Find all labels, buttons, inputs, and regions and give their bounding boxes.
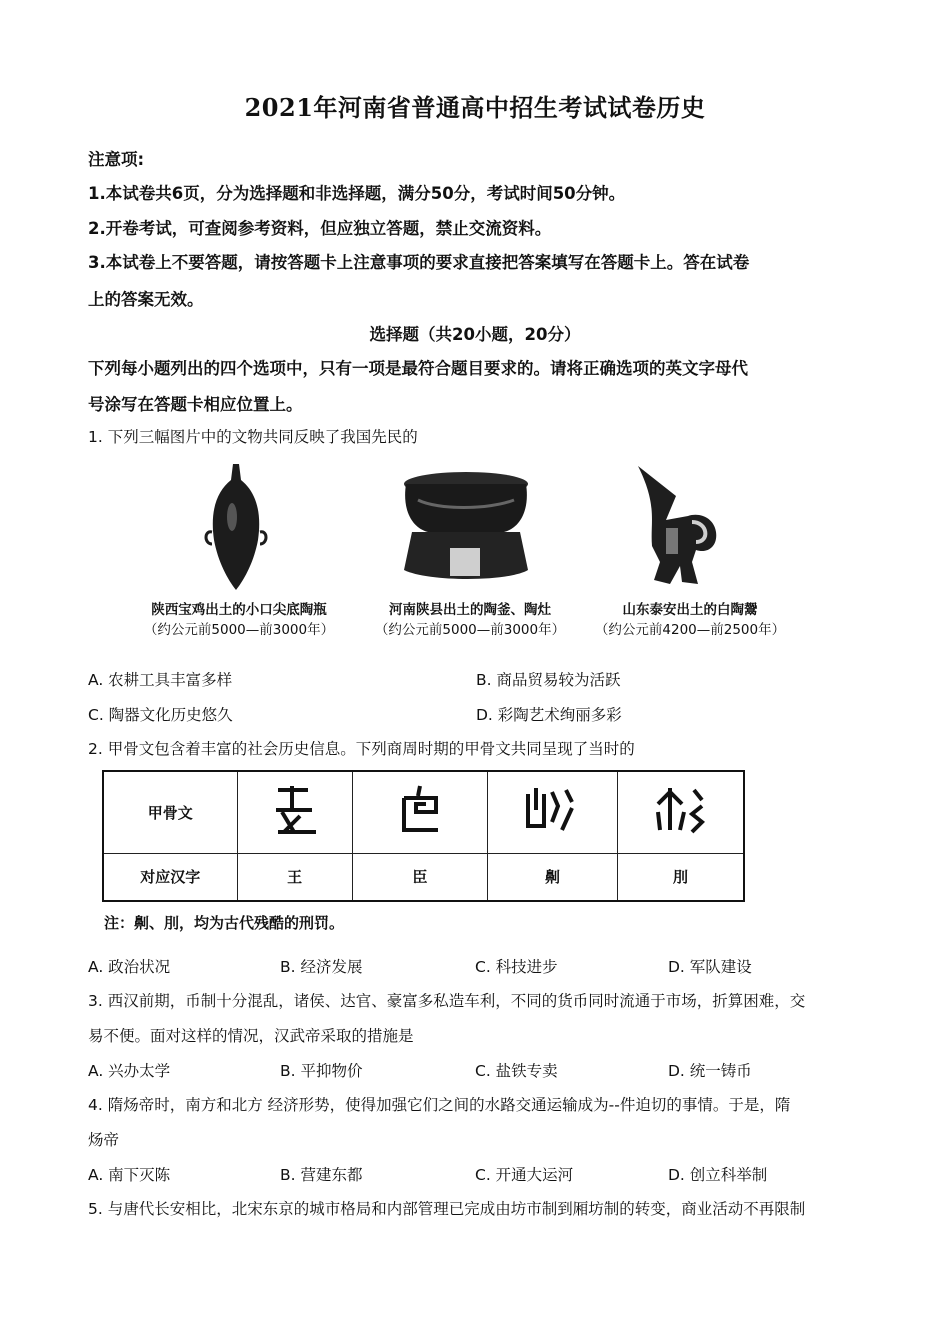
q1-caption-3 [590,600,790,640]
q3-option-a[interactable]: A. 兴办太学 [88,1062,171,1080]
notice-item-3a: 3.本试卷上不要答题，请按答题卡上注意事项的要求直接把答案填写在答题卡上。答在试卷 [88,253,750,272]
q2-note: 注：劓、刖，均为古代残酷的刑罚。 [104,914,345,932]
oracle-glyph-yi-icon [522,782,582,838]
notice-item-2: 2.开卷考试，可查阅参考资料，但应独立答题，禁止交流资料。 [88,219,552,238]
q1-caption-2-name: 河南陕县出土的陶釜、陶灶 [389,602,551,618]
section-instruction-1: 下列每小题列出的四个选项中，只有一项是最符合题目要求的。请将正确选项的英文字母代 [88,359,748,378]
q3-option-d[interactable]: D. 统一铸币 [668,1062,752,1080]
char-chen: 臣 [352,853,487,901]
q1-caption-2-date: （约公元前5000—前3000年） [374,622,566,638]
q4-stem-2: 炀帝 [88,1131,120,1149]
oracle-bone-table [102,770,745,902]
q2-option-d[interactable]: D. 军队建设 [668,958,752,976]
char-yue: 刖 [617,853,744,901]
q3-stem-2: 易不便。面对这样的情况，汉武帝采取的措施是 [88,1027,414,1045]
q1-caption-1-date: （约公元前5000—前3000年） [143,622,335,638]
q1-option-b[interactable]: B. 商品贸易较为活跃 [476,671,621,689]
notice-item-3b: 上的答案无效。 [88,290,204,309]
section-title: 选择题（共20小题，20分） [369,325,581,344]
q1-caption-1-name: 陕西宝鸡出土的小口尖底陶瓶 [151,602,327,618]
q1-option-a[interactable]: A. 农耕工具丰富多样 [88,671,233,689]
oracle-glyph-yue-icon [650,782,710,838]
q2-option-b[interactable]: B. 经济发展 [280,958,363,976]
q1-caption-3-date: （约公元前4200—前2500年） [594,622,786,638]
q1-stem: 1. 下列三幅图片中的文物共同反映了我国先民的 [88,428,418,446]
q1-caption-1 [124,600,354,640]
q4-option-b[interactable]: B. 营建东都 [280,1166,363,1184]
q4-option-d[interactable]: D. 创立科举制 [668,1166,768,1184]
notice-heading: 注意项: [88,150,145,169]
q2-stem: 2. 甲骨文包含着丰富的社会历史信息。下列商周时期的甲骨文共同呈现了当时的 [88,740,635,758]
q4-option-c[interactable]: C. 开通大运河 [475,1166,574,1184]
q2-option-c[interactable]: C. 科技进步 [475,958,558,976]
q1-caption-2 [360,600,580,640]
q5-stem-1: 5. 与唐代长安相比，北宋东京的城市格局和内部管理已完成由坊市制到厢坊制的转变，商业活动不再限制 [88,1200,806,1218]
q1-option-d[interactable]: D. 彩陶艺术绚丽多彩 [476,706,622,724]
oracle-glyph-wang-icon [270,782,320,838]
q2-option-a[interactable]: A. 政治状况 [88,958,171,976]
q3-option-b[interactable]: B. 平抑物价 [280,1062,363,1080]
q3-option-c[interactable]: C. 盐铁专卖 [475,1062,558,1080]
q4-option-a[interactable]: A. 南下灭陈 [88,1166,171,1184]
q1-option-c[interactable]: C. 陶器文化历史悠久 [88,706,233,724]
char-yi: 劓 [488,853,618,901]
pottery-cauldron-stove-image [398,470,533,592]
char-wang: 王 [237,853,352,901]
q1-caption-3-name: 山东泰安出土的白陶鬶 [622,602,758,618]
pottery-bottle-image [196,462,276,592]
q4-stem-1: 4. 隋炀帝时，南方和北方 经济形势，使得加强它们之间的水路交通运输成为--件迫切的事情。于是，隋 [88,1096,791,1114]
oracle-row-label: 甲骨文 [103,771,237,853]
white-pottery-gui-image [636,462,726,587]
q3-stem-1: 3. 西汉前期，币制十分混乱，诸侯、达官、豪富多私造车利，不同的货币同时流通于市场，折算困难，交 [88,992,806,1010]
exam-title: 2021年河南省普通高中招生考试试卷历史 [244,93,706,122]
notice-item-1: 1.本试卷共6页，分为选择题和非选择题，满分50分，考试时间50分钟。 [88,184,626,203]
oracle-glyph-chen-icon [394,782,446,838]
chinese-char-row-label: 对应汉字 [103,853,237,901]
section-instruction-2: 号涂写在答题卡相应位置上。 [88,395,303,414]
